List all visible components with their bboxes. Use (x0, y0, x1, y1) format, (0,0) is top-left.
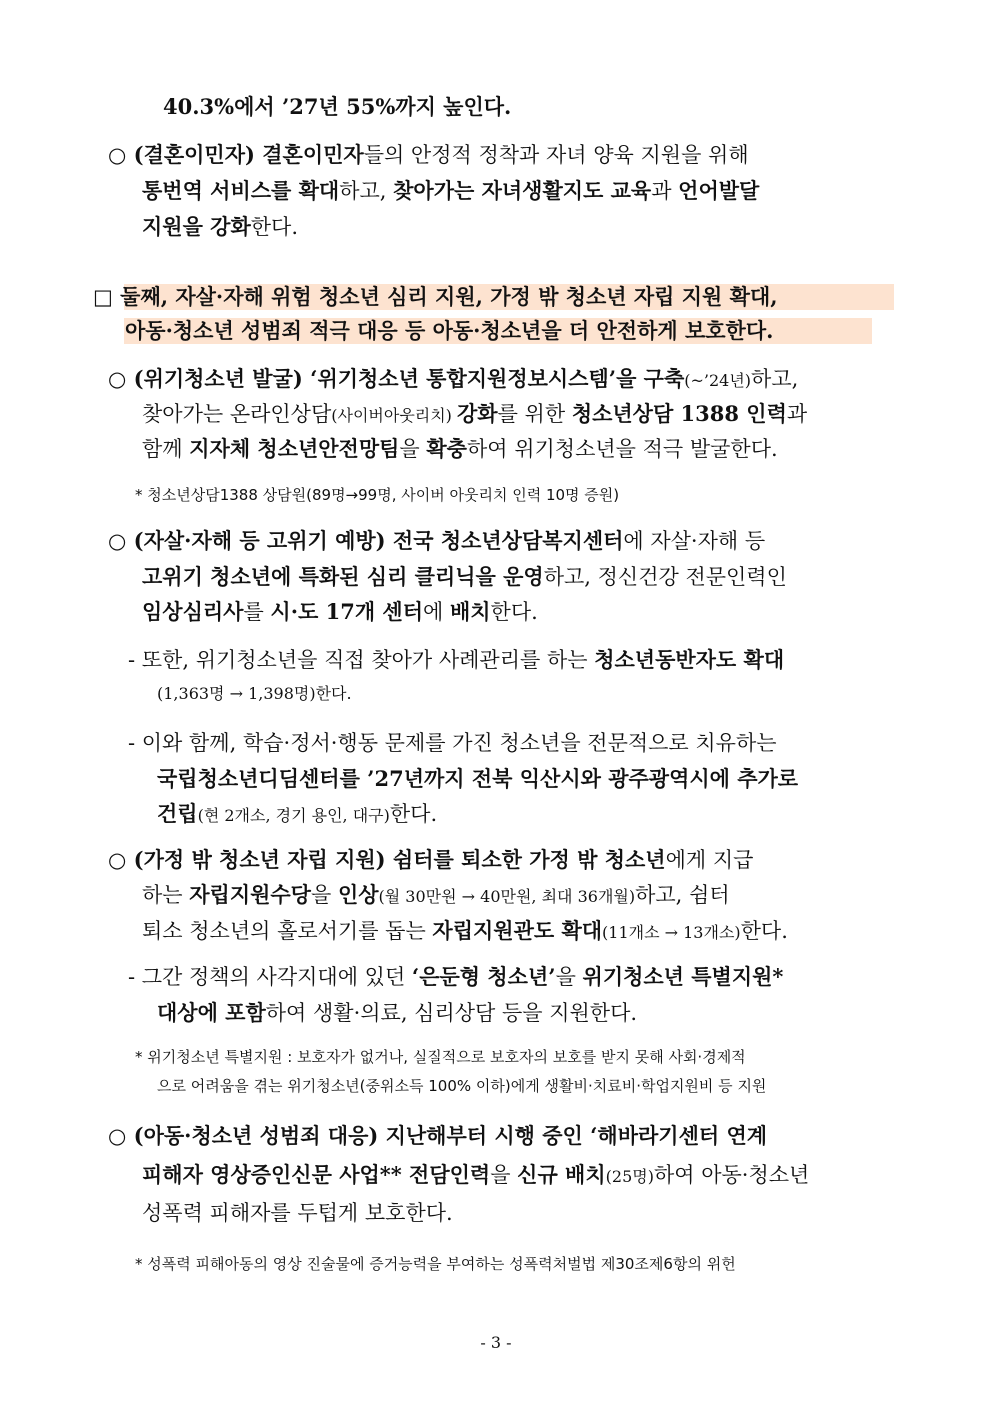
text-line: 국립청소년디딤센터를 ’27년까지 전북 익산시와 광주광역시에 추가로 (157, 766, 799, 791)
text-line: (1,363명 → 1,398명)한다. (157, 684, 352, 703)
footnote: 으로 어려움을 겪는 위기청소년(중위소득 100% 이하)에게 생활비·치료비·학업지원비 등 지원 (157, 1077, 767, 1095)
footnote: * 성폭력 피해아동의 영상 진술물에 증거능력을 부여하는 성폭력처벌법 제30조제6항의 위헌 (135, 1255, 736, 1273)
bullet-crisis-youth-discovery: ○ (위기청소년 발굴) ‘위기청소년 통합지원정보시스템’을 구축(~’24년)하고, (108, 366, 799, 391)
text-line: 성폭력 피해자를 두텁게 보호한다. (142, 1201, 453, 1225)
footnote: * 위기청소년 특별지원 : 보호자가 없거나, 실질적으로 보호자의 보호를 받지 못해 사회·경제적 (135, 1048, 746, 1066)
text-line: 임상심리사를 시·도 17개 센터에 배치한다. (142, 599, 538, 624)
sub-item: - 이와 함께, 학습·정서·행동 문제를 가진 청소년을 전문적으로 치유하는 (128, 731, 777, 755)
text-line: 대상에 포함하여 생활·의료, 심리상담 등을 지원한다. (157, 1000, 638, 1025)
sub-item: - 그간 정책의 사각지대에 있던 ‘은둔형 청소년’을 위기청소년 특별지원* (128, 964, 784, 989)
section-heading: □ 둘째, 자살·자해 위험 청소년 심리 지원, 가정 밖 청소년 자립 지원 확대, (93, 284, 778, 309)
bullet-homeless-youth-support: ○ (가정 밖 청소년 자립 지원) 쉼터를 퇴소한 가정 밖 청소년에게 지급 (108, 847, 754, 872)
text-line: 지원을 강화한다. (142, 214, 298, 239)
text-line: 퇴소 청소년의 홀로서기를 돕는 자립지원관도 확대(11개소 → 13개소)한다. (142, 918, 788, 943)
sub-item: - 또한, 위기청소년을 직접 찾아가 사례관리를 하는 청소년동반자도 확대 (128, 647, 785, 672)
text-line: 함께 지자체 청소년안전망팀을 확충하여 위기청소년을 적극 발굴한다. (142, 436, 778, 461)
bullet-marriage-migrants: ○ (결혼이민자) 결혼이민자들의 안정적 정착과 자녀 양육 지원을 위해 (108, 142, 749, 167)
bullet-suicide-prevention: ○ (자살·자해 등 고위기 예방) 전국 청소년상담복지센터에 자살·자해 등 (108, 528, 766, 553)
text-line: 건립(현 2개소, 경기 용인, 대구)한다. (157, 801, 438, 826)
text-line: 피해자 영상증인신문 사업** 전담인력을 신규 배치(25명)하여 아동·청소년 (142, 1162, 810, 1187)
section-heading: 아동·청소년 성범죄 적극 대응 등 아동·청소년을 더 안전하게 보호한다. (125, 318, 774, 343)
text-line: 통번역 서비스를 확대하고, 찾아가는 자녀생활지도 교육과 언어발달 (142, 178, 760, 203)
page-number: - 3 - (480, 1333, 512, 1352)
footnote: * 청소년상담1388 상담원(89명→99명, 사이버 아웃리치 인력 10명 증원) (135, 486, 620, 504)
text-line: 찾아가는 온라인상담(사이버아웃리치) 강화를 위한 청소년상담 1388 인력과 (142, 401, 808, 426)
text-line: 고위기 청소년에 특화된 심리 클리닉을 운영하고, 정신건강 전문인력인 (142, 564, 787, 589)
text-line: 40.3%에서 ’27년 55%까지 높인다. (163, 94, 512, 119)
bullet-sex-crime-response: ○ (아동·청소년 성범죄 대응) 지난해부터 시행 중인 ‘해바라기센터 연계 (108, 1123, 768, 1148)
text-line: 하는 자립지원수당을 인상(월 30만원 → 40만원, 최대 36개월)하고, 쉼터 (142, 882, 730, 907)
